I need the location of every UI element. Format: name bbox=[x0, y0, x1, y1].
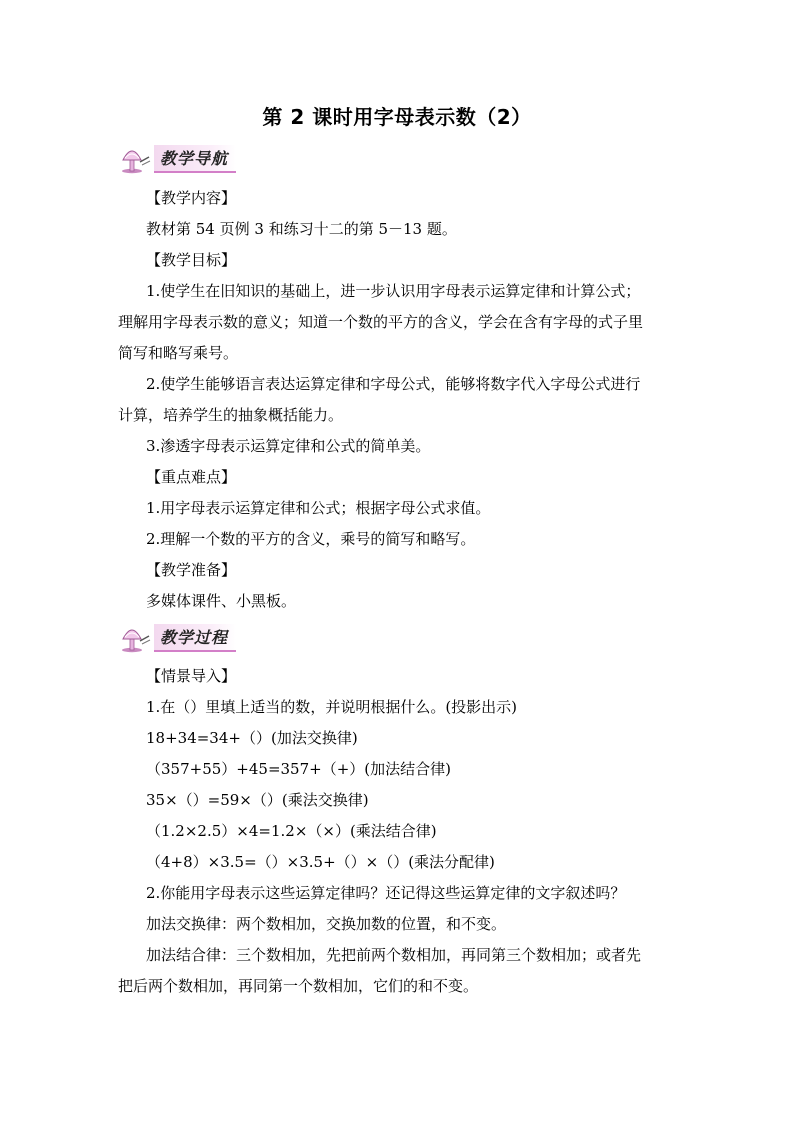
page-title: 第 2 课时用字母表示数（2） bbox=[262, 105, 532, 129]
heading-preparation: 【教学准备】 bbox=[146, 561, 237, 579]
intro-item-1: 1.在（）里填上适当的数，并说明根据什么。(投影出示) bbox=[146, 698, 518, 716]
goal-1-line-1: 1.使学生在旧知识的基础上，进一步认识用字母表示运算定律和计算公式； bbox=[146, 282, 641, 300]
law-addition-associative-line-1: 加法结合律：三个数相加，先把前两个数相加，再同第三个数相加；或者先 bbox=[146, 946, 642, 964]
key-point-2: 2.理解一个数的平方的含义，乘号的简写和略写。 bbox=[146, 530, 476, 548]
heading-content: 【教学内容】 bbox=[146, 189, 237, 207]
goal-1-line-3: 简写和略写乘号。 bbox=[118, 344, 239, 362]
heading-intro: 【情景导入】 bbox=[146, 667, 237, 685]
goal-2-line-2: 计算，培养学生的抽象概括能力。 bbox=[118, 406, 344, 424]
section-header-guide bbox=[118, 140, 258, 174]
heading-key-points: 【重点难点】 bbox=[146, 468, 237, 486]
law-addition-commutative: 加法交换律：两个数相加，交换加数的位置，和不变。 bbox=[146, 915, 507, 933]
intro-item-2: 2.你能用字母表示这些运算定律吗？还记得这些运算定律的文字叙述吗？ bbox=[146, 884, 626, 902]
goal-1-line-2: 理解用字母表示数的意义；知道一个数的平方的含义，学会在含有字母的式子里 bbox=[118, 313, 644, 331]
exercise-5: （4+8）×3.5=（）×3.5+（）×（）(乘法分配律) bbox=[146, 853, 495, 871]
exercise-1: 18+34=34+（）(加法交换律) bbox=[146, 729, 358, 747]
exercise-3: 35×（）=59×（）(乘法交换律) bbox=[146, 791, 369, 809]
lamp-icon bbox=[118, 140, 152, 174]
heading-goals: 【教学目标】 bbox=[146, 251, 237, 269]
content-text: 教材第 54 页例 3 和练习十二的第 5－13 题。 bbox=[146, 220, 457, 238]
exercise-2: （357+55）+45=357+（+）(加法结合律) bbox=[146, 760, 451, 778]
section-header-process bbox=[118, 619, 258, 653]
section-label-process: 教学过程 bbox=[154, 624, 236, 652]
preparation-text: 多媒体课件、小黑板。 bbox=[146, 592, 297, 610]
section-label-guide: 教学导航 bbox=[154, 145, 236, 173]
key-point-1: 1.用字母表示运算定律和公式；根据字母公式求值。 bbox=[146, 499, 491, 517]
goal-2-line-1: 2.使学生能够语言表达运算定律和字母公式，能够将数字代入字母公式进行 bbox=[146, 375, 641, 393]
lamp-icon bbox=[118, 619, 152, 653]
exercise-4: （1.2×2.5）×4=1.2×（×）(乘法结合律) bbox=[146, 822, 437, 840]
goal-3: 3.渗透字母表示运算定律和公式的简单美。 bbox=[146, 437, 431, 455]
law-addition-associative-line-2: 把后两个数相加，再同第一个数相加，它们的和不变。 bbox=[118, 977, 479, 995]
